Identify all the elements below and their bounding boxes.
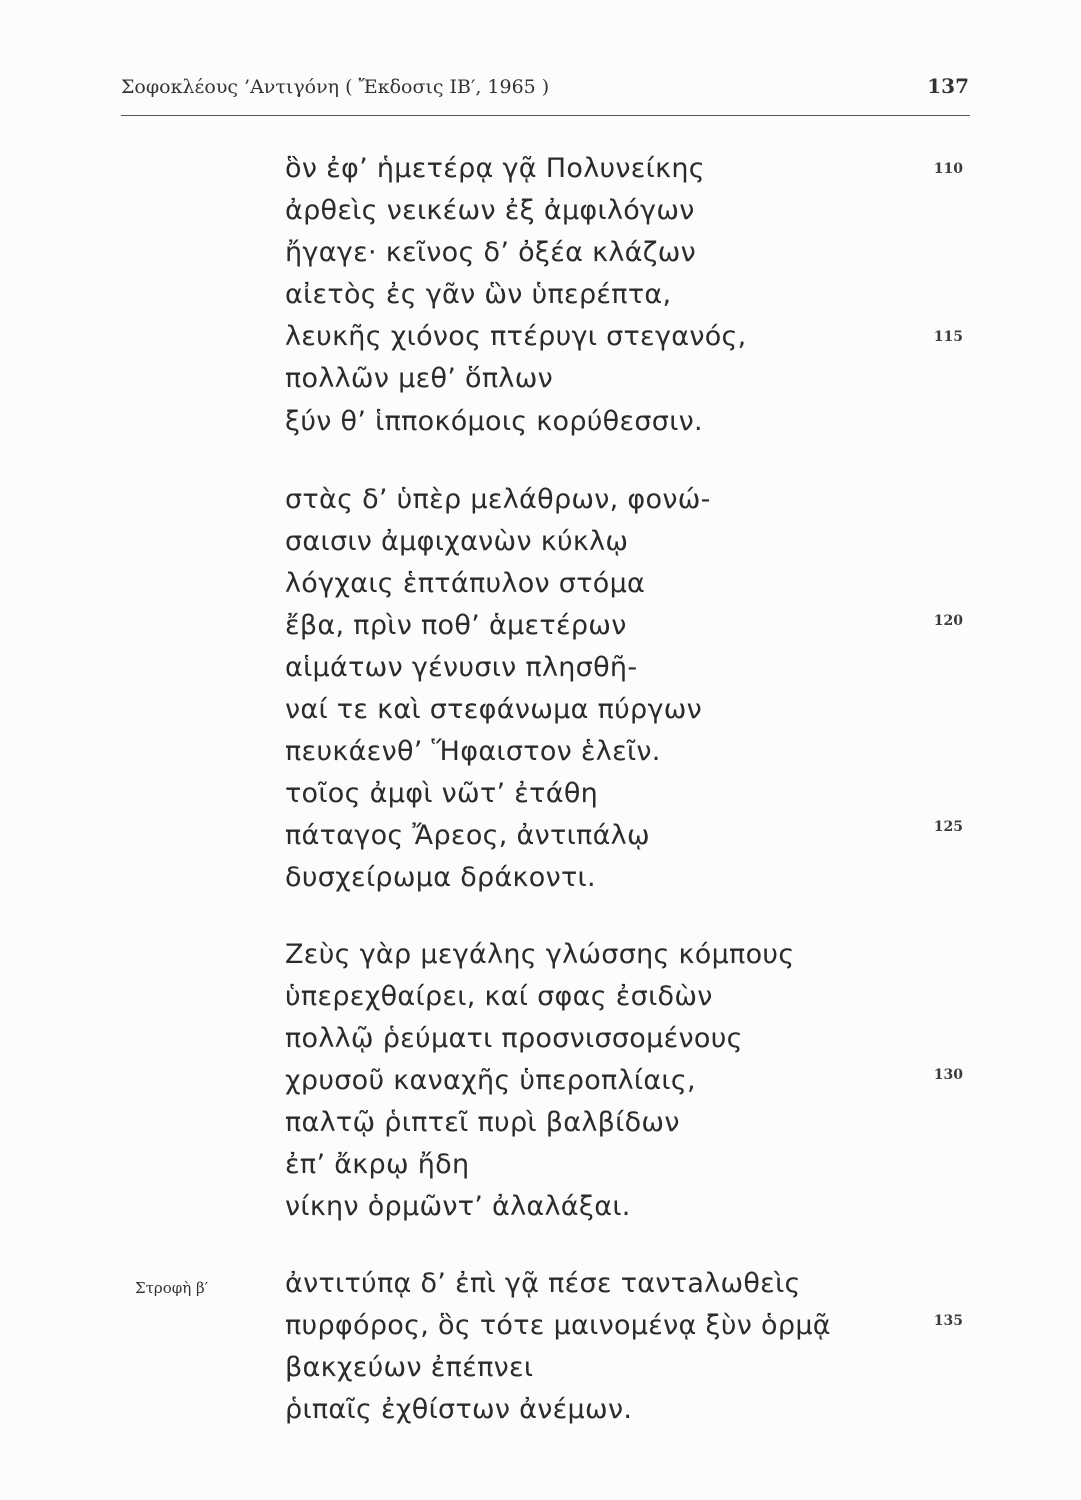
verse-line: ῥιπαῖς ἐχθίστων ἀνέμων. — [285, 1394, 633, 1425]
verse-line: βακχεύων ἐπέπνει — [285, 1352, 534, 1383]
verse-line: ἀρθεὶς νεικέων ἐξ ἀμφιλόγων — [285, 195, 695, 226]
verse-line: πολλῶν μεθ’ ὅπλων — [285, 363, 554, 394]
verse-line: λόγχαις ἑπτάπυλον στόμα — [285, 568, 646, 599]
verse-line: παλτῷ ῥιπτεῖ πυρὶ βαλβίδων — [285, 1107, 680, 1138]
verse-line: σαισιν ἀμφιχανὼν κύκλῳ — [285, 526, 629, 557]
verse-line: ἀντιτύπᾳ δ’ ἐπὶ γᾷ πέσε ταντaλωθεὶς — [285, 1268, 801, 1299]
strophe-label: Στροφὴ β′ — [135, 1279, 209, 1297]
line-number: 125 — [933, 819, 963, 835]
running-header — [121, 76, 969, 106]
verse-line: δυσχείρωμα δράκοντι. — [285, 862, 596, 893]
verse-line: ὃν ἐφ’ ἡμετέρᾳ γᾷ Πολυνείκης — [285, 153, 705, 184]
verse-line: λευκῆς χιόνος πτέρυγι στεγανός, — [285, 321, 747, 352]
line-number: 130 — [933, 1067, 963, 1083]
verse-line: ναί τε καὶ στεφάνωμα πύργων — [285, 694, 703, 725]
page-number: 137 — [927, 74, 969, 98]
verse-line: πολλῷ ῥεύματι προσνισσομένους — [285, 1023, 743, 1054]
line-number: 115 — [933, 329, 963, 345]
header-title: Σοφοκλέους ’Αντιγόνη ( Ἔκδοσις ΙΒ′, 1965 ) — [121, 76, 550, 98]
verse-line: χρυσοῦ καναχῆς ὑπεροπλίαις, — [285, 1065, 696, 1096]
verse-line: ξύν θ’ ἱπποκόμοις κορύθεσσιν. — [285, 406, 703, 437]
verse-line: πυρφόρος, ὃς τότε μαινομένᾳ ξὺν ὁρμᾷ — [285, 1310, 831, 1341]
verse-line: πευκάενθ’ Ἥφαιστον ἑλεῖν. — [285, 736, 661, 767]
verse-line: αἰετὸς ἐς γᾶν ὣν ὑπερέπτα, — [285, 279, 672, 310]
line-number: 110 — [933, 161, 963, 177]
header-rule — [121, 115, 970, 116]
verse-line: ἤγαγε· κεῖνος δ’ ὀξέα κλάζων — [285, 237, 697, 268]
verse-line: νίκην ὁρμῶντ’ ἀλαλάξαι. — [285, 1191, 631, 1222]
verse-line: Ζεὺς γὰρ μεγάλης γλώσσης κόμπους — [285, 939, 795, 970]
verse-line: ἔβα, πρὶν ποθ’ ἁμετέρων — [285, 610, 627, 641]
verse-line: στὰς δ’ ὑπὲρ μελάθρων, φονώ- — [285, 484, 711, 515]
verse-line: πάταγος Ἄρεος, ἀντιπάλῳ — [285, 820, 650, 851]
verse-line: τοῖος ἀμφὶ νῶτ’ ἐτάθη — [285, 778, 599, 809]
verse-line: ἐπ’ ἄκρῳ ἤδη — [285, 1149, 470, 1180]
verse-line: ὑπερεχθαίρει, καί σφας ἐσιδὼν — [285, 981, 713, 1012]
line-number: 120 — [933, 613, 963, 629]
line-number: 135 — [933, 1313, 963, 1329]
verse-line: αἱμάτων γένυσιν πλησθῆ- — [285, 652, 638, 683]
